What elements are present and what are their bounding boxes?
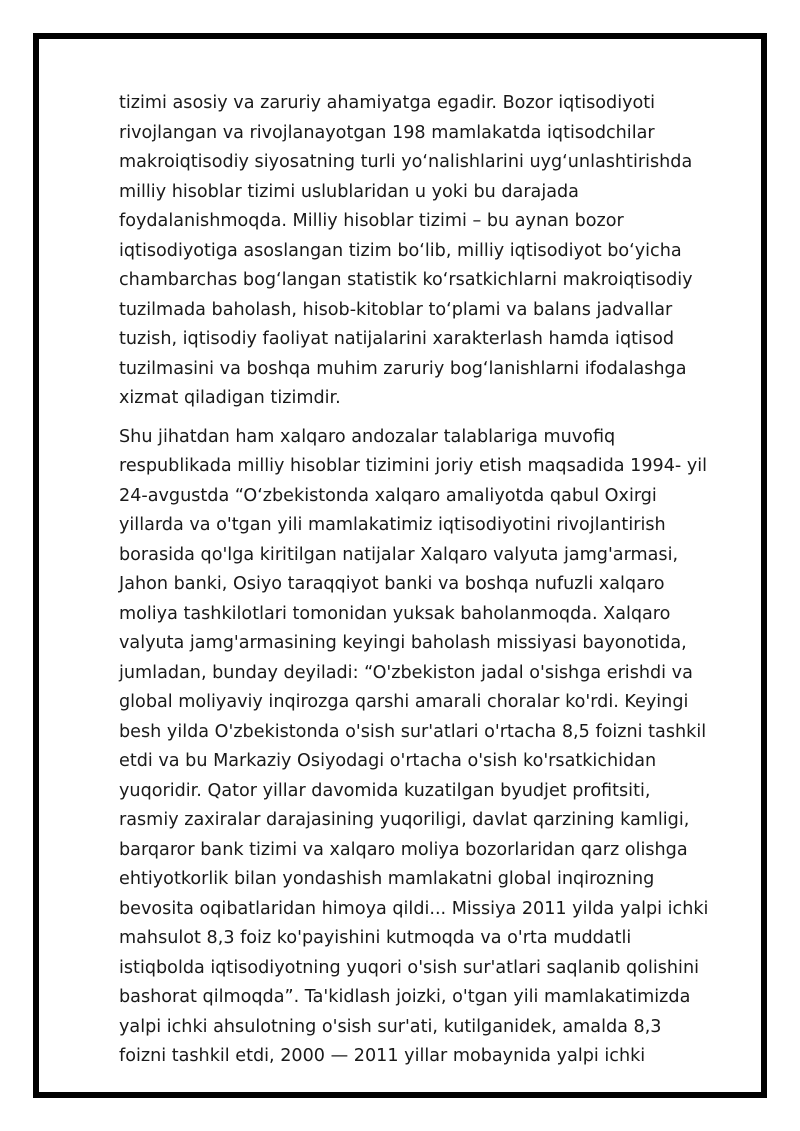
text-line: makroiqtisodiy siyosatning turli yo‘nalishlarini uyg‘unlashtirishda [119,152,693,172]
text-line: rivojlangan va rivojlanayotgan 198 mamlakatda iqtisodchilar [119,122,655,143]
paragraph-2 [119,423,719,1072]
text-line: etdi va bu Markaziy Osiyodagi o'rtacha o'sish ko'rsatkichidan [119,751,657,771]
text-line: bashorat qilmoqda”. Ta'kidlash joizki, o'tgan yili mamlakatimizda [119,987,691,1007]
text-line: rasmiy zaxiralar darajasining yuqoriligi, davlat qarzining kamligi, [119,810,690,830]
text-line: tuzish, iqtisodiy faoliyat natijalarini xarakterlash hamda iqtisod [119,329,675,349]
text-line: yalpi ichki ahsulotning o'sish sur'ati, kutilganidek, amalda 8,3 [119,1016,662,1037]
text-line: global moliyaviy inqirozga qarshi amarali choralar ko'rdi. Keyingi [119,692,689,712]
text-line: foizni tashkil etdi, 2000 — 2011 yillar mobaynida yalpi ichki [119,1046,646,1066]
text-line: tuzilmada baholash, hisob-kitoblar to‘plami va balans jadvallar [119,299,673,320]
text-line: Jahon banki, Osiyo taraqqiyot banki va boshqa nufuzli xalqaro [119,574,665,594]
text-line: xizmat qiladigan tizimdir. [119,388,341,408]
text-line: Shu jihatdan ham xalqaro andozalar talablariga muvofiq [119,426,616,447]
text-line: valyuta jamg'armasining keyingi baholash missiyasi bayonotida, [119,633,687,653]
text-line: respublikada milliy hisoblar tizimini joriy etish maqsadida 1994- yil [119,456,708,476]
text-line: istiqbolda iqtisodiyotning yuqori o'sish sur'atlari saqlanib qolishini [119,957,699,978]
text-line: ehtiyotkorlik bilan yondashish mamlakatni global inqirozning [119,869,655,889]
text-line: tuzilmasini va boshqa muhim zaruriy bog‘lanishlarni ifodalashga [119,358,687,379]
text-line: borasida qo'lga kiritilgan natijalar Xalqaro valyuta jamg'armasi, [119,544,679,565]
text-line: tizimi asosiy va zaruriy ahamiyatga egadir. Bozor iqtisodiyoti [119,93,656,113]
text-line: mahsulot 8,3 foiz ko'payishini kutmoqda va o'rta muddatli [119,928,632,948]
document-body [119,89,719,1072]
text-line: yuqoridir. Qator yillar davomida kuzatilgan byudjet profitsiti, [119,780,651,801]
paragraph-1 [119,89,719,414]
text-line: bevosita oqibatlaridan himoya qildi... Missiya 2011 yilda yalpi ichki [119,898,709,919]
text-line: moliya tashkilotlari tomonidan yuksak baholanmoqda. Xalqaro [119,603,671,624]
text-line: iqtisodiyotiga asoslangan tizim bo‘lib, milliy iqtisodiyot bo‘yicha [119,240,682,261]
text-line: chambarchas bog‘langan statistik ko‘rsatkichlarni makroiqtisodiy [119,270,693,290]
text-line: barqaror bank tizimi va xalqaro moliya bozorlaridan qarz olishga [119,839,688,860]
page-frame [33,33,767,1098]
text-line: foydalanishmoqda. Milliy hisoblar tizimi – bu aynan bozor [119,211,624,231]
text-line: yillarda va o'tgan yili mamlakatimiz iqtisodiyotini rivojlantirish [119,515,666,535]
text-line: 24-avgustda “O‘zbekistonda xalqaro amaliyotda qabul Oxirgi [119,485,657,506]
text-line: besh yilda O'zbekistonda o'sish sur'atlari o'rtacha 8,5 foizni tashkil [119,721,707,742]
text-line: milliy hisoblar tizimi uslublaridan u yoki bu darajada [119,181,579,202]
text-line: jumladan, bunday deyiladi: “O'zbekiston jadal o'sishga erishdi va [119,662,693,683]
